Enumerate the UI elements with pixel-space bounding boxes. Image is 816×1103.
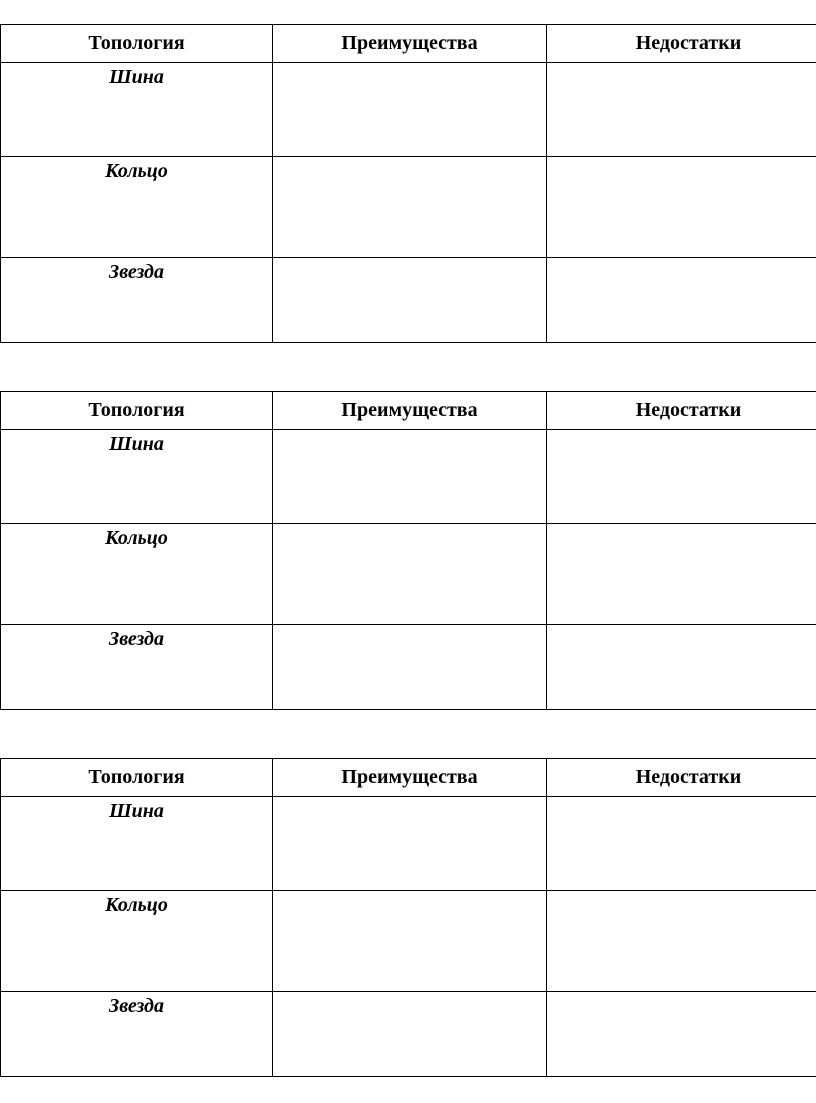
- header-disadvantages: Недостатки: [547, 392, 816, 430]
- advantages-cell[interactable]: [273, 891, 547, 992]
- table-row-ring: [1, 524, 816, 625]
- table-row-star: [1, 625, 816, 710]
- disadvantages-cell[interactable]: [547, 992, 816, 1077]
- disadvantages-cell[interactable]: [547, 157, 816, 258]
- header-advantages: Преимущества: [273, 759, 547, 797]
- disadvantages-cell[interactable]: [547, 625, 816, 710]
- advantages-cell[interactable]: [273, 63, 547, 157]
- topology-name-cell: Звезда: [1, 625, 273, 710]
- header-advantages: Преимущества: [273, 392, 547, 430]
- disadvantages-cell[interactable]: [547, 63, 816, 157]
- table-row-bus: [1, 797, 816, 891]
- topology-table-2: [0, 391, 816, 710]
- advantages-cell[interactable]: [273, 524, 547, 625]
- disadvantages-cell[interactable]: [547, 258, 816, 343]
- topology-name-cell: Кольцо: [1, 524, 273, 625]
- topology-name-cell: Шина: [1, 430, 273, 524]
- table-row-bus: [1, 430, 816, 524]
- table-row-bus: [1, 63, 816, 157]
- topology-name-cell: Кольцо: [1, 891, 273, 992]
- header-row: [1, 25, 816, 63]
- header-topology: Топология: [1, 25, 273, 63]
- table-row-ring: [1, 157, 816, 258]
- header-topology: Топология: [1, 392, 273, 430]
- disadvantages-cell[interactable]: [547, 430, 816, 524]
- header-disadvantages: Недостатки: [547, 25, 816, 63]
- header-row: [1, 759, 816, 797]
- header-advantages: Преимущества: [273, 25, 547, 63]
- advantages-cell[interactable]: [273, 992, 547, 1077]
- advantages-cell[interactable]: [273, 625, 547, 710]
- advantages-cell[interactable]: [273, 797, 547, 891]
- header-disadvantages: Недостатки: [547, 759, 816, 797]
- table-row-star: [1, 258, 816, 343]
- topology-table-3: [0, 758, 816, 1077]
- advantages-cell[interactable]: [273, 157, 547, 258]
- advantages-cell[interactable]: [273, 430, 547, 524]
- topology-name-cell: Шина: [1, 63, 273, 157]
- table-row-ring: [1, 891, 816, 992]
- table-row-star: [1, 992, 816, 1077]
- topology-name-cell: Звезда: [1, 258, 273, 343]
- advantages-cell[interactable]: [273, 258, 547, 343]
- topology-name-cell: Шина: [1, 797, 273, 891]
- disadvantages-cell[interactable]: [547, 797, 816, 891]
- topology-name-cell: Кольцо: [1, 157, 273, 258]
- disadvantages-cell[interactable]: [547, 524, 816, 625]
- header-row: [1, 392, 816, 430]
- header-topology: Топология: [1, 759, 273, 797]
- disadvantages-cell[interactable]: [547, 891, 816, 992]
- topology-name-cell: Звезда: [1, 992, 273, 1077]
- topology-table-1: [0, 24, 816, 343]
